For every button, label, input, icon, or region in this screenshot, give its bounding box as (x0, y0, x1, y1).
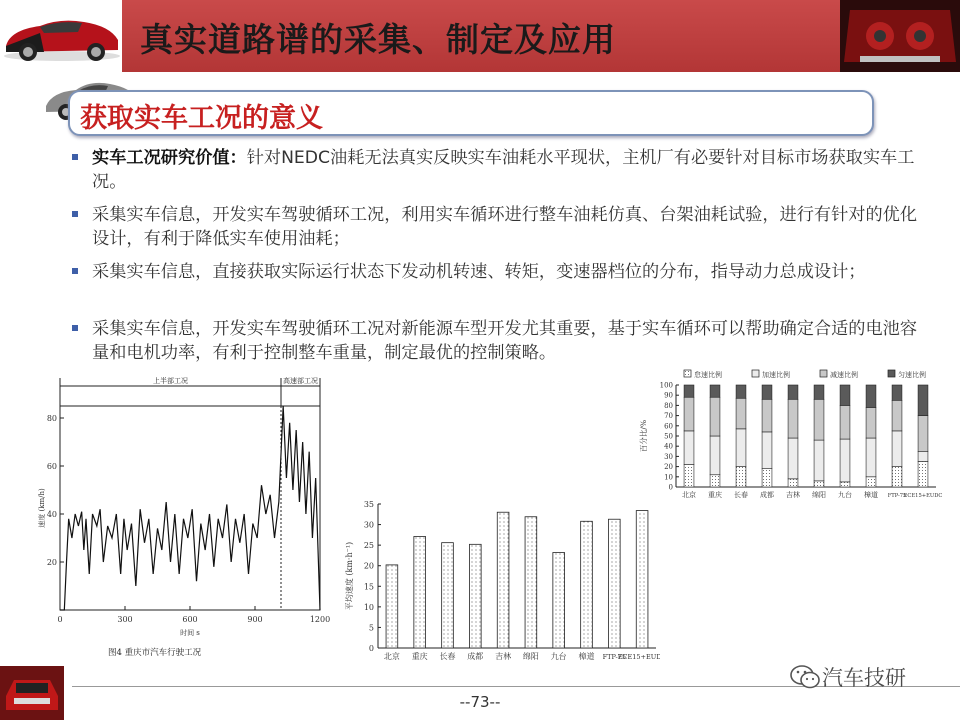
x-tick-label: 吉林 (786, 491, 800, 499)
bullet-lead: 实车工况研究价值： (92, 148, 247, 168)
y-axis-label: 平均速度 (km·h⁻¹) (345, 541, 354, 611)
bullet-item (92, 317, 927, 365)
bullet-text: 采集实车信息，开发实车驾驶循环工况，利用实车循环进行整车油耗仿真、台架油耗试验，进行有针对的优化设计，有利于降低实车使用油耗； (92, 205, 918, 249)
x-tick-label: 重庆 (708, 491, 722, 499)
stacked-bar-segment (892, 431, 902, 467)
legend-label: 怠速比例 (694, 371, 722, 379)
y-tick-label: 30 (664, 452, 673, 461)
x-tick-label: 成都 (467, 652, 484, 661)
stacked-bar-segment (684, 465, 694, 487)
y-tick-label: 60 (664, 422, 673, 431)
stacked-bar-segment (840, 439, 850, 482)
average-speed-chart (338, 492, 660, 670)
legend-label: 匀速比例 (898, 371, 926, 379)
stacked-bar-segment (814, 385, 824, 399)
y-tick-label: 30 (363, 520, 374, 530)
y-tick-label: 10 (664, 473, 673, 482)
bullet-marker (72, 211, 78, 217)
car-image-top-right (840, 0, 960, 72)
bullet-text: 采集实车信息，开发实车驾驶循环工况对新能源车型开发尤其重要，基于实车循环可以帮助确定合适的电池容量和电机功率，有利于控制整车重量，制定最优的控制策略。 (92, 319, 918, 363)
x-tick-label: 1200 (309, 615, 331, 624)
bar (442, 543, 454, 648)
figure-caption: 图4 重庆市汽车行驶工况 (108, 648, 202, 658)
stacked-bar-segment (814, 440, 824, 481)
stacked-bar-segment (762, 385, 772, 399)
x-tick-label: FTP-75 (602, 653, 626, 661)
stacked-bar-segment (918, 462, 928, 488)
stacked-bar-segment (710, 397, 720, 436)
x-tick-label: 绵阳 (522, 652, 539, 661)
bar (636, 511, 648, 648)
stacked-bar-segment (788, 399, 798, 438)
x-tick-label: 北京 (383, 652, 400, 661)
stacked-bar-segment (710, 385, 720, 397)
stacked-bar-segment (710, 475, 720, 487)
stacked-bar-segment (918, 416, 928, 452)
stacked-bar-segment (684, 397, 694, 431)
segment-label: 高速部工况 (283, 377, 318, 385)
stacked-bar-segment (866, 438, 876, 477)
stacked-bar-segment (736, 429, 746, 467)
stacked-bar-segment (840, 482, 850, 487)
bar (497, 512, 509, 648)
segment-label: 上半部工况 (153, 377, 188, 385)
bar (469, 544, 481, 648)
x-tick-label: 600 (182, 615, 198, 624)
stacked-bar-segment (736, 385, 746, 398)
x-tick-label: 樟道 (864, 491, 878, 499)
y-tick-label: 40 (46, 510, 57, 519)
stacked-bar-segment (684, 431, 694, 465)
section-title: 获取实车工况的意义 (80, 103, 323, 134)
bar (608, 519, 620, 648)
legend-label: 减速比例 (830, 371, 858, 379)
x-tick-label: 0 (57, 615, 63, 624)
y-tick-label: 50 (664, 432, 673, 441)
y-axis-label: 百分比/% (639, 419, 648, 453)
stacked-bar-segment (710, 436, 720, 475)
bullet-item (92, 146, 927, 194)
x-tick-label: 成都 (760, 491, 774, 499)
x-tick-label: 九台 (838, 491, 852, 499)
stacked-bar-segment (892, 385, 902, 400)
stacked-bar-segment (866, 477, 876, 487)
y-tick-label: 80 (664, 401, 673, 410)
y-axis-label: 速度 (km/h) (38, 488, 46, 528)
stacked-bar-segment (840, 405, 850, 439)
stacked-bar-segment (866, 385, 876, 407)
x-tick-label: ECE15+EUDC (903, 493, 943, 499)
stacked-bar-segment (892, 400, 902, 431)
watermark-text: 汽车技研 (822, 666, 906, 690)
bar (553, 553, 565, 648)
page-title: 真实道路谱的采集、制定及应用 (140, 20, 616, 59)
bullet-text: 采集实车信息，直接获取实际运行状态下发动机转速、转矩，变速器档位的分布，指导动力总成设计； (92, 262, 866, 282)
x-tick-label: 吉林 (495, 652, 512, 661)
mode-ratio-chart (636, 367, 960, 503)
bullet-marker (72, 268, 78, 274)
x-tick-label: 九台 (550, 652, 567, 661)
y-tick-label: 90 (664, 391, 673, 400)
speed-time-chart (36, 372, 336, 667)
x-tick-label: 北京 (682, 491, 696, 499)
stacked-bar-segment (840, 385, 850, 405)
stacked-bar-segment (684, 385, 694, 397)
stacked-bar-segment (788, 479, 798, 487)
x-tick-label: 长春 (439, 652, 456, 661)
y-tick-label: 20 (664, 463, 673, 472)
bullet-item (92, 260, 927, 284)
stacked-bar-segment (866, 407, 876, 438)
x-tick-label: FTP-75 (887, 493, 907, 499)
stacked-bar-segment (918, 385, 928, 416)
x-tick-label: 900 (247, 615, 263, 624)
bullet-marker (72, 325, 78, 331)
stacked-bar-segment (736, 467, 746, 487)
stacked-bar-segment (814, 399, 824, 440)
stacked-bar-segment (788, 438, 798, 479)
y-tick-label: 35 (363, 500, 374, 509)
legend-label: 加速比例 (762, 371, 790, 379)
bullet-text: 针对NEDC油耗无法真实反映实车油耗水平现状，主机厂有必要针对目标市场获取实车工况。 (92, 148, 915, 192)
bar (581, 521, 593, 648)
stacked-bar-segment (918, 451, 928, 461)
stacked-bar-segment (762, 399, 772, 432)
stacked-bar-segment (762, 469, 772, 487)
bar (525, 517, 537, 648)
legend-swatch (820, 370, 827, 377)
stacked-bar-segment (814, 481, 824, 487)
y-tick-label: 40 (664, 442, 673, 451)
x-tick-label: 300 (117, 615, 133, 624)
y-tick-label: 5 (368, 623, 374, 633)
bullet-marker (72, 154, 78, 160)
legend-swatch (752, 370, 759, 377)
bar (414, 537, 426, 648)
x-tick-label: 樟道 (578, 652, 595, 661)
page-number: --73-- (459, 693, 501, 711)
x-tick-label: ECE15+EUD (617, 653, 660, 661)
y-tick-label: 80 (46, 414, 57, 423)
bar (386, 565, 398, 648)
legend-swatch (684, 370, 691, 377)
y-tick-label: 25 (363, 541, 374, 551)
y-tick-label: 60 (46, 462, 57, 471)
x-axis-label: 时间 s (180, 629, 200, 637)
bullet-item (92, 203, 927, 251)
x-tick-label: 绵阳 (812, 491, 826, 499)
stacked-bar-segment (762, 432, 772, 469)
y-tick-label: 0 (368, 644, 374, 653)
y-tick-label: 15 (363, 582, 374, 592)
x-tick-label: 重庆 (411, 652, 428, 661)
y-tick-label: 100 (659, 381, 673, 390)
car-image-top-left (0, 0, 122, 72)
y-tick-label: 10 (363, 602, 374, 612)
y-tick-label: 20 (46, 558, 57, 567)
y-tick-label: 20 (363, 561, 374, 571)
stacked-bar-segment (892, 467, 902, 487)
y-tick-label: 0 (668, 483, 673, 492)
stacked-bar-segment (788, 385, 798, 399)
y-tick-label: 70 (664, 412, 673, 421)
legend-swatch (888, 370, 895, 377)
x-tick-label: 长春 (734, 491, 748, 499)
stacked-bar-segment (736, 398, 746, 429)
